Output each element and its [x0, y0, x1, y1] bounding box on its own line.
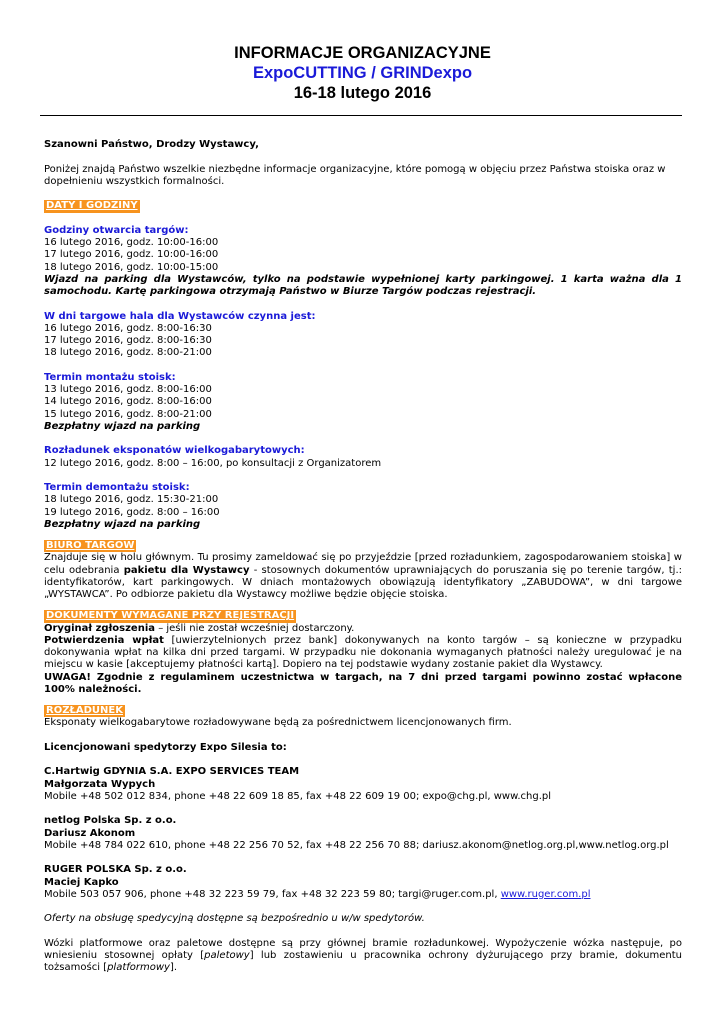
firm-contact: Mobile 503 057 906, phone +48 32 223 59 79, fax +48 32 223 59 80; targi@ruger.com.pl, www.ruger.com.pl [44, 888, 591, 900]
montaz-line: 14 lutego 2016, godz. 8:00-16:00 [44, 396, 212, 408]
rozladunek-line: 12 lutego 2016, godz. 8:00 – 16:00, po konsultacji z Organizatorem [44, 457, 382, 469]
demontaz-parking-note: Bezpłatny wjazd na parking [44, 518, 201, 530]
oryginal-text: Oryginał zgłoszenia – jeśli nie został wcześniej dostarczony. [44, 622, 355, 634]
firm-contact: Mobile +48 784 022 610, phone +48 22 256 70 52, fax +48 22 256 70 88; dariusz.akonom@netlog.org.pl,www.netlog.org.pl [44, 839, 669, 851]
event-name: ExpoCUTTING / GRINDexpo [252, 64, 473, 82]
firm-contact: Mobile +48 502 012 834, phone +48 22 609 18 85, fax +48 22 609 19 00; expo@chg.pl, www.chg.pl [44, 790, 552, 802]
intro-text: Poniżej znajdą Państwo wszelkie niezbędne informacje organizacyjne, które pomogą w objęciu przez Państwa stoiska oraz w dopełnieniu wszystkich formalności. [44, 163, 666, 187]
hall-hours-title: W dni targowe hala dla Wystawców czynna jest: [44, 310, 316, 322]
ruger-website-link[interactable]: www.ruger.com.pl [500, 888, 591, 900]
firm-person: Dariusz Akonom [44, 827, 136, 839]
opening-line: 17 lutego 2016, godz. 10:00-16:00 [44, 249, 219, 261]
firm-name: netlog Polska Sp. z o.o. [44, 815, 177, 827]
opening-line: 16 lutego 2016, godz. 10:00-16:00 [44, 237, 219, 248]
demontaz-line: 19 lutego 2016, godz. 8:00 – 16:00 [44, 506, 220, 518]
greeting: Szanowni Państwo, Drodzy Wystawcy, [44, 139, 259, 150]
hall-line: 16 lutego 2016, godz. 8:00-16:30 [44, 322, 212, 334]
oferty-text: Oferty na obsługę spedycyjną dostępne są bezpośrednio u w/w spedytorów. [44, 913, 425, 925]
page-title: INFORMACJE ORGANIZACYJNE [234, 44, 491, 62]
rozladunek-text: Eksponaty wielkogabarytowe rozładowywane będą za pośrednictwem licencjonowanych firm. [44, 717, 512, 729]
spedytorzy-title: Licencjonowani spedytorzy Expo Silesia to: [44, 741, 287, 753]
rozladunek-title: Rozładunek eksponatów wielkogabarytowych: [44, 445, 305, 457]
montaz-title: Termin montażu stoisk: [44, 371, 176, 383]
wozki-text: Wózki platformowe oraz paletowe dostępne są przy głównej bramie rozładunkowej. Wypożyczenie wózka następuje, po wniesieniu stosownej opłaty [paletowy] lub zostawieniu u pracownika ochrony dyżurującego przy bramie, dokumentu tożsamości [platformowy]. [44, 937, 682, 974]
montaz-parking-note: Bezpłatny wjazd na parking [44, 420, 201, 432]
montaz-line: 13 lutego 2016, godz. 8:00-16:00 [44, 384, 212, 395]
hall-line: 18 lutego 2016, godz. 8:00-21:00 [44, 347, 212, 359]
section-label-daty: DATY I GODZINY [46, 200, 138, 212]
montaz-line: 15 lutego 2016, godz. 8:00-21:00 [44, 408, 212, 420]
event-dates: 16-18 lutego 2016 [293, 84, 432, 102]
demontaz-line: 18 lutego 2016, godz. 15:30-21:00 [44, 494, 219, 506]
section-label-rozladunek: ROZŁADUNEK [46, 705, 123, 716]
document-body [44, 139, 682, 975]
section-label-dokumenty: DOKUMENTY WYMAGANE PRZY REJESTRACJI [46, 610, 295, 622]
opening-hours-title: Godziny otwarcia targów: [44, 224, 189, 236]
hall-line: 17 lutego 2016, godz. 8:00-16:30 [44, 335, 212, 346]
opening-line: 18 lutego 2016, godz. 10:00-15:00 [44, 261, 219, 273]
firm-name: RUGER POLSKA Sp. z o.o. [44, 864, 187, 876]
header-divider [40, 115, 682, 116]
firm-person: Małgorzata Wypych [44, 778, 156, 790]
demontaz-title: Termin demontażu stoisk: [44, 482, 190, 493]
firm-person: Maciej Kapko [44, 876, 119, 888]
parking-note: Wjazd na parking dla Wystawców, tylko na podstawie wypełnionej karty parkingowej. 1 karta ważna dla 1 samochodu. Kartę parkingowa otrzymają Państwo w Biurze Targów podczas rejestracji. [44, 273, 682, 297]
potwierdzenia-text: Potwierdzenia wpłat [uwierzytelnionych przez bank] dokonywanych na konto targów – są konieczne w przypadku dokonywania wpłat na kilka dni przed targami. W przypadku nie dokonania wymaganych płatności należy uregulować je na miejscu w kasie [akceptujemy płatności kartą]. Dopiero na tej podstawie wydany zostanie pakiet dla Wystawcy. [44, 634, 682, 671]
biuro-text: Znajduje się w holu głównym. Tu prosimy zameldować się po przyjeździe [przed rozładunkiem, zagospodarowaniem stoiska] w celu odebrania pakietu dla Wystawcy - stosownych dokumentów uprawniających do poruszania się po terenie targów, tj.: identyfikatorów, kart parkingowych. W dniach montażowych obowiązują identyfikatory „ZABUDOWA”, w dni targowe „WYSTAWCA”. Po odbiorze pakietu dla Wystawcy możliwe będzie objęcie stoiska. [44, 552, 682, 600]
uwaga-text: UWAGA! Zgodnie z regulaminem uczestnictwa w targach, na 7 dni przed targami powinno zostać wpłacone 100% należności. [44, 671, 682, 695]
section-label-biuro: BIURO TARGÓW [46, 540, 135, 551]
firm-name: C.Hartwig GDYNIA S.A. EXPO SERVICES TEAM [44, 766, 300, 778]
